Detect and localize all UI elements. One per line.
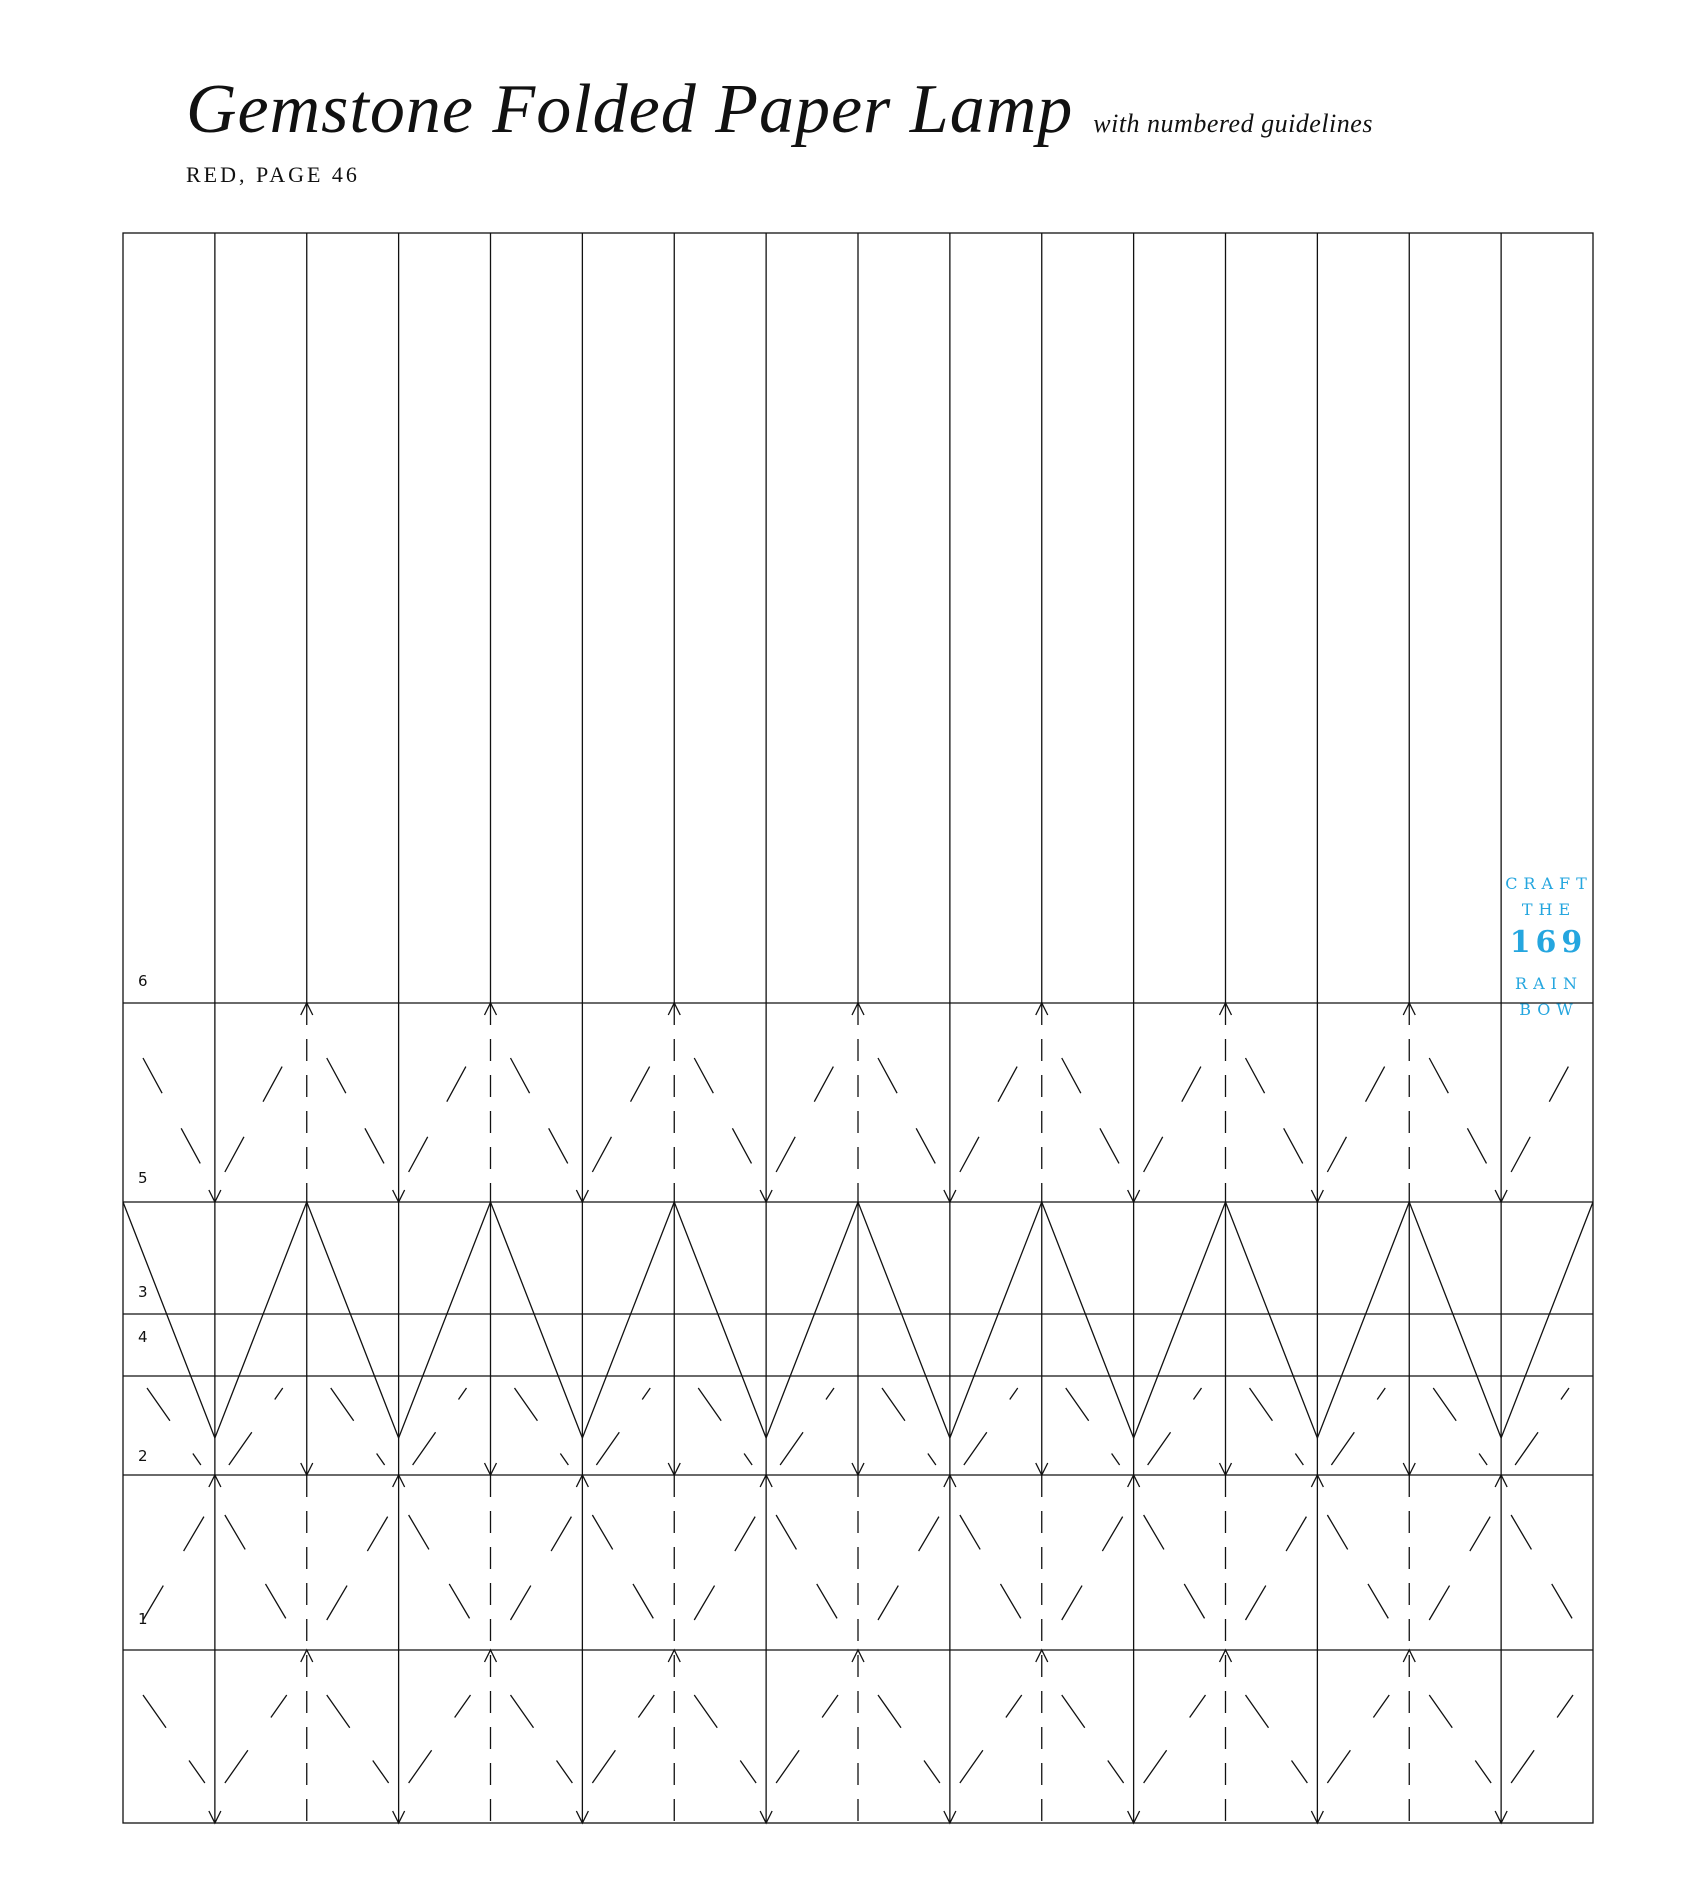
diagonal-crease (1429, 1515, 1491, 1620)
diagonal-crease (1511, 1695, 1573, 1783)
diagonal-crease (1250, 1388, 1304, 1465)
diagonal-crease (878, 1058, 940, 1172)
diagonal-crease (1331, 1388, 1385, 1465)
diagonal-crease (511, 1695, 573, 1783)
diagonal-crease (698, 1388, 752, 1465)
diagonal-crease (147, 1388, 201, 1465)
diagonal-crease (1511, 1058, 1573, 1172)
diagonal-crease (878, 1695, 940, 1783)
diagonal-crease (225, 1058, 287, 1172)
diagonal-crease (1246, 1695, 1308, 1783)
diagonal-crease (1148, 1388, 1202, 1465)
diagonal-crease (327, 1515, 389, 1620)
diagonal-crease (511, 1058, 573, 1172)
diagonal-crease (592, 1058, 654, 1172)
diagonal-crease (1511, 1515, 1573, 1620)
brand-line-1: CRAFT (1505, 874, 1593, 893)
diagonal-crease (1144, 1695, 1206, 1783)
title-main: Gemstone Folded Paper Lamp (186, 71, 1074, 148)
brand-line-3: RAIN (1515, 974, 1583, 993)
diagonal-crease (409, 1695, 471, 1783)
guideline-label-3: 3 (138, 1283, 148, 1301)
diagonal-crease (960, 1695, 1022, 1783)
diagonal-crease (143, 1695, 205, 1783)
diagonal-crease (1144, 1515, 1206, 1620)
diagonal-crease (776, 1515, 838, 1620)
diagonal-crease (776, 1695, 838, 1783)
guideline-label-2: 2 (138, 1447, 148, 1465)
diagonal-crease (1246, 1058, 1308, 1172)
diagonal-crease (1429, 1695, 1491, 1783)
diagonal-crease (960, 1058, 1022, 1172)
brand-line-4: BOW (1519, 1000, 1579, 1019)
diagonal-crease (143, 1058, 205, 1172)
diagonal-crease (409, 1058, 471, 1172)
diagonal-crease (1066, 1388, 1120, 1465)
brand-page-number: 169 (1509, 925, 1588, 960)
guideline-label-6: 6 (138, 972, 148, 990)
diagonal-crease (409, 1515, 471, 1620)
diagonal-crease (960, 1515, 1022, 1620)
title-suffix: with numbered guidelines (1093, 109, 1373, 138)
page-subtitle: RED, PAGE 46 (186, 162, 360, 187)
diagonal-crease (780, 1388, 834, 1465)
diagonal-crease (592, 1515, 654, 1620)
diagonal-crease (878, 1515, 940, 1620)
craft-the-rainbow-logo (1498, 876, 1594, 1028)
diagonal-crease (511, 1515, 573, 1620)
diagonal-crease (776, 1058, 838, 1172)
diagonal-crease (1429, 1058, 1491, 1172)
guideline-label-1: 1 (138, 1610, 148, 1628)
diagonal-crease (694, 1695, 756, 1783)
diagonal-crease (225, 1695, 287, 1783)
diagonal-crease (1062, 1695, 1124, 1783)
guideline-label-4: 4 (138, 1328, 148, 1346)
diagonal-crease (327, 1695, 389, 1783)
diagonal-crease (596, 1388, 650, 1465)
diagonal-crease (225, 1515, 287, 1620)
diagonal-crease (413, 1388, 467, 1465)
diagonal-crease (694, 1515, 756, 1620)
diagonal-crease (1327, 1695, 1389, 1783)
diagonal-crease (327, 1058, 389, 1172)
diagonal-crease (1433, 1388, 1487, 1465)
diagonal-crease (1062, 1515, 1124, 1620)
diagonal-crease (1144, 1058, 1206, 1172)
diagonal-crease (515, 1388, 569, 1465)
diagonal-crease (1246, 1515, 1308, 1620)
diagonal-crease (331, 1388, 385, 1465)
diagonal-crease (592, 1695, 654, 1783)
guideline-label-5: 5 (138, 1169, 148, 1187)
diagonal-crease (229, 1388, 283, 1465)
diagonal-crease (964, 1388, 1018, 1465)
diagonal-crease (882, 1388, 936, 1465)
diagonal-crease (1515, 1388, 1569, 1465)
diagonal-crease (1327, 1515, 1389, 1620)
diagonal-crease (1327, 1058, 1389, 1172)
brand-line-2: THE (1521, 900, 1577, 919)
diagonal-crease (694, 1058, 756, 1172)
diagonal-crease (1062, 1058, 1124, 1172)
diagonal-crease (143, 1515, 205, 1620)
